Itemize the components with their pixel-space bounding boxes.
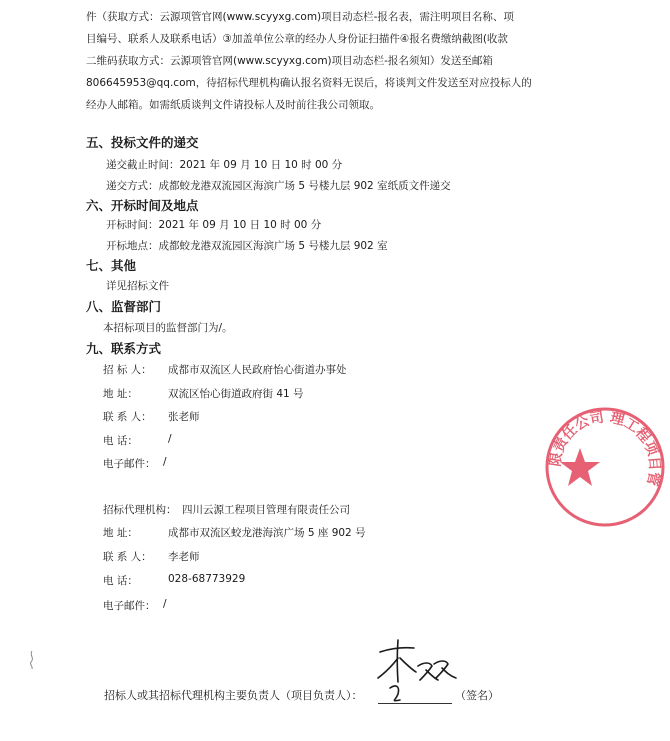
tenderer-email-label: 电子邮件： [103, 458, 156, 470]
signature-suffix: （签名） [455, 689, 499, 702]
intro-line: 经办人邮箱。如需纸质谈判文件请投标人及时前往我公司领取。 [86, 99, 380, 111]
opening-place: 开标地点：成都蛟龙港双流园区海滨广场 5 号楼九层 902 室 [106, 240, 388, 252]
intro-paragraph [86, 6, 532, 116]
tenderer-contact-person: 张老师 [168, 411, 200, 423]
intro-line: 二维码获取方式：云源项管官网(www.scyyxg.com)项目动态栏-报名须知）发送至邮箱 [86, 55, 493, 67]
handwritten-signature-icon [370, 638, 462, 708]
tenderer-contact-label: 联 系 人： [103, 411, 152, 423]
agency-phone-label: 电 话： [103, 575, 138, 587]
agency-address: 成都市双流区蛟龙港海滨广场 5 座 902 号 [168, 527, 366, 539]
section6-heading: 六、开标时间及地点 [86, 198, 199, 213]
agency-email: / [163, 598, 167, 610]
tenderer-name: 成都市双流区人民政府怡心街道办事处 [168, 364, 347, 376]
opening-time: 开标时间：2021 年 09 月 10 日 10 时 00 分 [106, 219, 322, 231]
agency-address-label: 地 址： [103, 527, 138, 539]
tenderer-address: 双流区怡心街道政府街 41 号 [168, 388, 304, 400]
company-seal-icon [540, 402, 670, 532]
intro-line: 目编号、联系人及联系电话）③加盖单位公章的经办人身份证扫描件④报名费缴纳截图(收款 [86, 33, 508, 45]
section8-heading: 八、监督部门 [86, 299, 162, 314]
svg-text:限责任公司 理工程项目管 [547, 409, 663, 488]
intro-line: 806645953@qq.com，待招标代理机构确认报名资料无误后，将谈判文件发送至对应投标人的 [86, 77, 532, 89]
submission-deadline: 递交截止时间：2021 年 09 月 10 日 10 时 00 分 [106, 159, 343, 171]
supervision-text: 本招标项目的监督部门为/。 [103, 322, 233, 334]
agency-contact-label: 联 系 人： [103, 551, 152, 563]
tenderer-name-label: 招 标 人： [103, 364, 152, 376]
agency-name: 四川云源工程项目管理有限责任公司 [182, 504, 350, 516]
agency-contact-person: 李老师 [168, 551, 200, 563]
tenderer-phone-label: 电 话： [103, 435, 138, 447]
section5-heading: 五、投标文件的递交 [86, 135, 199, 150]
tenderer-email: / [163, 456, 167, 468]
margin-mark-icon [26, 650, 38, 670]
signature-label: 招标人或其招标代理机构主要负责人（项目负责人）： [104, 689, 363, 702]
section7-heading: 七、其他 [86, 258, 137, 273]
agency-name-label: 招标代理机构： [103, 504, 177, 516]
agency-email-label: 电子邮件： [103, 600, 156, 612]
tenderer-phone: / [168, 433, 172, 445]
tenderer-address-label: 地 址： [103, 388, 138, 400]
section9-heading: 九、联系方式 [86, 341, 162, 356]
submission-method: 递交方式：成都蛟龙港双流园区海滨广场 5 号楼九层 902 室纸质文件递交 [106, 180, 451, 192]
seal-text: 限责任公司 理工程项目管 [547, 409, 663, 488]
agency-phone: 028-68773929 [168, 573, 246, 585]
other-text: 详见招标文件 [106, 280, 169, 292]
intro-line: 件（获取方式：云源项管官网(www.scyyxg.com)项目动态栏-报名表，需注明项目名称、项 [86, 11, 514, 23]
